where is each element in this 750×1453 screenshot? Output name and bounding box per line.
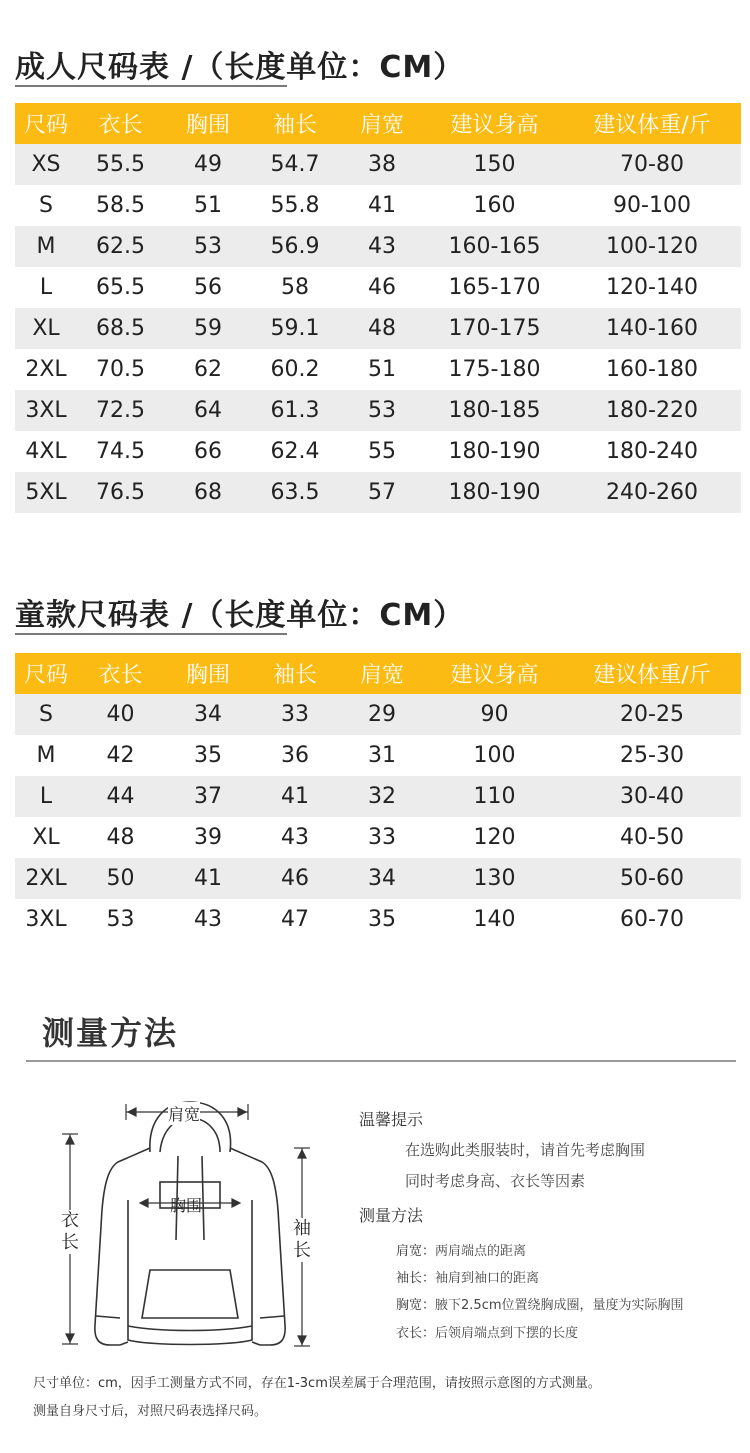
kids-table-cell: 29 — [338, 694, 426, 735]
adult-table-title: 成人尺码表 /（长度单位：CM） — [15, 50, 465, 85]
adult-table-header-cell: 袖长 — [252, 103, 338, 144]
adult-table-header-cell: 衣长 — [77, 103, 164, 144]
adult-table-cell: 100-120 — [563, 226, 741, 267]
adult-table-cell: 170-175 — [426, 308, 563, 349]
adult-table-cell: 180-190 — [426, 431, 563, 472]
kids-table-cell: 20-25 — [563, 694, 741, 735]
adult-table-cell: 2XL — [15, 349, 77, 390]
kids-table-cell: 100 — [426, 735, 563, 776]
kids-table-cell: 35 — [338, 899, 426, 940]
kids-table-cell: M — [15, 735, 77, 776]
adult-table-cell: 61.3 — [252, 390, 338, 431]
kids-table-cell: 130 — [426, 858, 563, 899]
body-length-label — [60, 1210, 80, 1254]
adult-table-cell: 160 — [426, 185, 563, 226]
adult-table-cell: 51 — [164, 185, 252, 226]
adult-table-cell: 63.5 — [252, 472, 338, 513]
kids-table-row — [15, 817, 741, 858]
adult-table-cell: 180-185 — [426, 390, 563, 431]
adult-table-row — [15, 390, 741, 431]
adult-table-cell: S — [15, 185, 77, 226]
kids-table-cell: 41 — [164, 858, 252, 899]
adult-table-cell: 90-100 — [563, 185, 741, 226]
adult-table-cell: 53 — [338, 390, 426, 431]
measure-item-label: 袖长： — [396, 1271, 436, 1286]
tip-line: 同时考虑身高、衣长等因素 — [405, 1172, 586, 1190]
kids-table-cell: 34 — [338, 858, 426, 899]
adult-table-cell: 68 — [164, 472, 252, 513]
kids-table-cell: L — [15, 776, 77, 817]
kids-table-cell: 31 — [338, 735, 426, 776]
adult-table-row — [15, 308, 741, 349]
measure-item-label: 肩宽： — [396, 1244, 436, 1259]
adult-table-cell: 58 — [252, 267, 338, 308]
tips-heading: 温馨提示 — [359, 1110, 424, 1129]
chest-label: 胸围 — [170, 1196, 203, 1215]
adult-table-cell: 160-180 — [563, 349, 741, 390]
adult-table-cell: 74.5 — [77, 431, 164, 472]
method-title: 测量方法 — [42, 1014, 179, 1052]
adult-table-cell: 49 — [164, 144, 252, 185]
adult-table-cell: 150 — [426, 144, 563, 185]
kids-table-cell: 53 — [77, 899, 164, 940]
adult-table-body — [15, 144, 741, 513]
kids-table-cell: 36 — [252, 735, 338, 776]
measure-item-text: 两肩端点的距离 — [435, 1244, 527, 1259]
adult-table-cell: 59 — [164, 308, 252, 349]
method-divider — [26, 1060, 736, 1062]
kids-table-cell: 43 — [252, 817, 338, 858]
adult-table-cell: 56 — [164, 267, 252, 308]
kids-table-cell: 39 — [164, 817, 252, 858]
measure-item-text: 袖肩到袖口的距离 — [435, 1271, 540, 1286]
kids-table-header-cell: 袖长 — [252, 653, 338, 694]
adult-table-cell: 76.5 — [77, 472, 164, 513]
kids-table-cell: 40 — [77, 694, 164, 735]
kids-table-cell: 42 — [77, 735, 164, 776]
adult-table-cell: 175-180 — [426, 349, 563, 390]
kids-table-cell: 43 — [164, 899, 252, 940]
adult-table-cell: 57 — [338, 472, 426, 513]
measure-item-length — [396, 1322, 578, 1341]
adult-table-cell: XL — [15, 308, 77, 349]
kids-title-underline — [15, 633, 287, 635]
adult-table-cell: 180-220 — [563, 390, 741, 431]
adult-table-cell: 120-140 — [563, 267, 741, 308]
kids-table-cell: 120 — [426, 817, 563, 858]
kids-table-header-cell: 建议身高 — [426, 653, 563, 694]
adult-table-cell: 56.9 — [252, 226, 338, 267]
kids-table-header-cell: 胸围 — [164, 653, 252, 694]
kids-table-cell: 3XL — [15, 899, 77, 940]
adult-table-header-cell: 肩宽 — [338, 103, 426, 144]
kids-table-header-cell: 建议体重/斤 — [563, 653, 741, 694]
kids-table-header-row — [15, 653, 741, 694]
kids-table-header-cell: 肩宽 — [338, 653, 426, 694]
adult-table-header-cell: 胸围 — [164, 103, 252, 144]
footer-note-1: 尺寸单位：cm，因手工测量方式不同，存在1-3cm误差属于合理范围，请按照示意图的方式测量。 — [33, 1376, 601, 1391]
adult-table-header-cell: 建议体重/斤 — [563, 103, 741, 144]
kids-table-cell: XL — [15, 817, 77, 858]
adult-table-cell: 55.8 — [252, 185, 338, 226]
kids-table-body — [15, 694, 741, 940]
tip-line: 在选购此类服装时，请首先考虑胸围 — [405, 1141, 646, 1159]
adult-table-cell: M — [15, 226, 77, 267]
adult-table-cell: 53 — [164, 226, 252, 267]
adult-table-cell: 62.4 — [252, 431, 338, 472]
adult-table-cell: 41 — [338, 185, 426, 226]
adult-table-cell: 62 — [164, 349, 252, 390]
kids-table-cell: 35 — [164, 735, 252, 776]
kids-table-cell: 32 — [338, 776, 426, 817]
kids-table-cell: 30-40 — [563, 776, 741, 817]
kids-table-cell: 110 — [426, 776, 563, 817]
adult-table-cell: 48 — [338, 308, 426, 349]
adult-table-cell: 165-170 — [426, 267, 563, 308]
measure-item-text: 腋下2.5cm位置绕胸成圈，量度为实际胸围 — [435, 1298, 684, 1313]
adult-table-cell: 55.5 — [77, 144, 164, 185]
adult-table-cell: 58.5 — [77, 185, 164, 226]
measure-item-text: 后领肩端点到下摆的长度 — [435, 1326, 579, 1341]
kids-table-cell: S — [15, 694, 77, 735]
adult-table-cell: 72.5 — [77, 390, 164, 431]
kids-table-cell: 44 — [77, 776, 164, 817]
adult-table-cell: 51 — [338, 349, 426, 390]
adult-table-cell: 180-240 — [563, 431, 741, 472]
adult-title-underline — [15, 85, 287, 87]
kids-table-row — [15, 899, 741, 940]
kids-table-title: 童款尺码表 /（长度单位：CM） — [15, 598, 465, 633]
adult-table-header-cell: 建议身高 — [426, 103, 563, 144]
kids-size-table — [15, 653, 741, 940]
measure-item-chest — [396, 1294, 684, 1313]
kids-table-cell: 50-60 — [563, 858, 741, 899]
kids-table-cell: 90 — [426, 694, 563, 735]
adult-table-cell: 160-165 — [426, 226, 563, 267]
adult-table-cell: 240-260 — [563, 472, 741, 513]
kids-table-cell: 25-30 — [563, 735, 741, 776]
adult-table-cell: 62.5 — [77, 226, 164, 267]
adult-table-row — [15, 349, 741, 390]
adult-table-cell: 55 — [338, 431, 426, 472]
shoulder-label: 肩宽 — [168, 1102, 200, 1125]
kids-table-cell: 60-70 — [563, 899, 741, 940]
adult-table-row — [15, 431, 741, 472]
adult-table-header-cell: 尺码 — [15, 103, 77, 144]
adult-table-cell: XS — [15, 144, 77, 185]
kids-table-cell: 40-50 — [563, 817, 741, 858]
measure-item-label: 衣长： — [396, 1326, 436, 1341]
sleeve-length-label — [292, 1218, 312, 1262]
measure-item-sleeve — [396, 1267, 539, 1286]
kids-table-cell: 34 — [164, 694, 252, 735]
kids-table-cell: 50 — [77, 858, 164, 899]
measure-item-label: 胸宽： — [396, 1298, 436, 1313]
adult-table-cell: 59.1 — [252, 308, 338, 349]
adult-table-cell: 180-190 — [426, 472, 563, 513]
adult-table-row — [15, 267, 741, 308]
kids-table-cell: 33 — [252, 694, 338, 735]
kids-table-row — [15, 694, 741, 735]
measure-item-shoulder — [396, 1240, 526, 1259]
kids-table-header-cell: 衣长 — [77, 653, 164, 694]
adult-table-cell: 60.2 — [252, 349, 338, 390]
adult-table-header-row — [15, 103, 741, 144]
kids-table-cell: 37 — [164, 776, 252, 817]
kids-table-header-cell: 尺码 — [15, 653, 77, 694]
adult-table-cell: 64 — [164, 390, 252, 431]
adult-table-cell: 65.5 — [77, 267, 164, 308]
adult-table-cell: 68.5 — [77, 308, 164, 349]
adult-table-cell: 5XL — [15, 472, 77, 513]
adult-table-cell: 46 — [338, 267, 426, 308]
kids-table-cell: 33 — [338, 817, 426, 858]
kids-table-cell: 2XL — [15, 858, 77, 899]
adult-table-cell: 70.5 — [77, 349, 164, 390]
adult-table-cell: 38 — [338, 144, 426, 185]
adult-table-row — [15, 144, 741, 185]
kids-table-cell: 47 — [252, 899, 338, 940]
adult-table-cell: 3XL — [15, 390, 77, 431]
measure-heading: 测量方法 — [359, 1206, 424, 1225]
vertical-label-text: 衣长 — [61, 1210, 79, 1253]
adult-table-row — [15, 472, 741, 513]
adult-table-cell: L — [15, 267, 77, 308]
adult-table-cell: 70-80 — [563, 144, 741, 185]
kids-table-row — [15, 858, 741, 899]
kids-table-cell: 46 — [252, 858, 338, 899]
adult-table-cell: 43 — [338, 226, 426, 267]
adult-table-row — [15, 226, 741, 267]
adult-size-table — [15, 103, 741, 513]
kids-table-row — [15, 735, 741, 776]
adult-table-cell: 4XL — [15, 431, 77, 472]
kids-table-row — [15, 776, 741, 817]
kids-table-cell: 41 — [252, 776, 338, 817]
adult-table-row — [15, 185, 741, 226]
vertical-label-text: 袖长 — [293, 1218, 311, 1261]
adult-table-cell: 140-160 — [563, 308, 741, 349]
hoodie-diagram — [40, 1090, 340, 1360]
footer-note-2: 测量自身尺寸后，对照尺码表选择尺码。 — [33, 1404, 268, 1419]
adult-table-cell: 66 — [164, 431, 252, 472]
kids-table-cell: 48 — [77, 817, 164, 858]
adult-table-cell: 54.7 — [252, 144, 338, 185]
kids-table-cell: 140 — [426, 899, 563, 940]
